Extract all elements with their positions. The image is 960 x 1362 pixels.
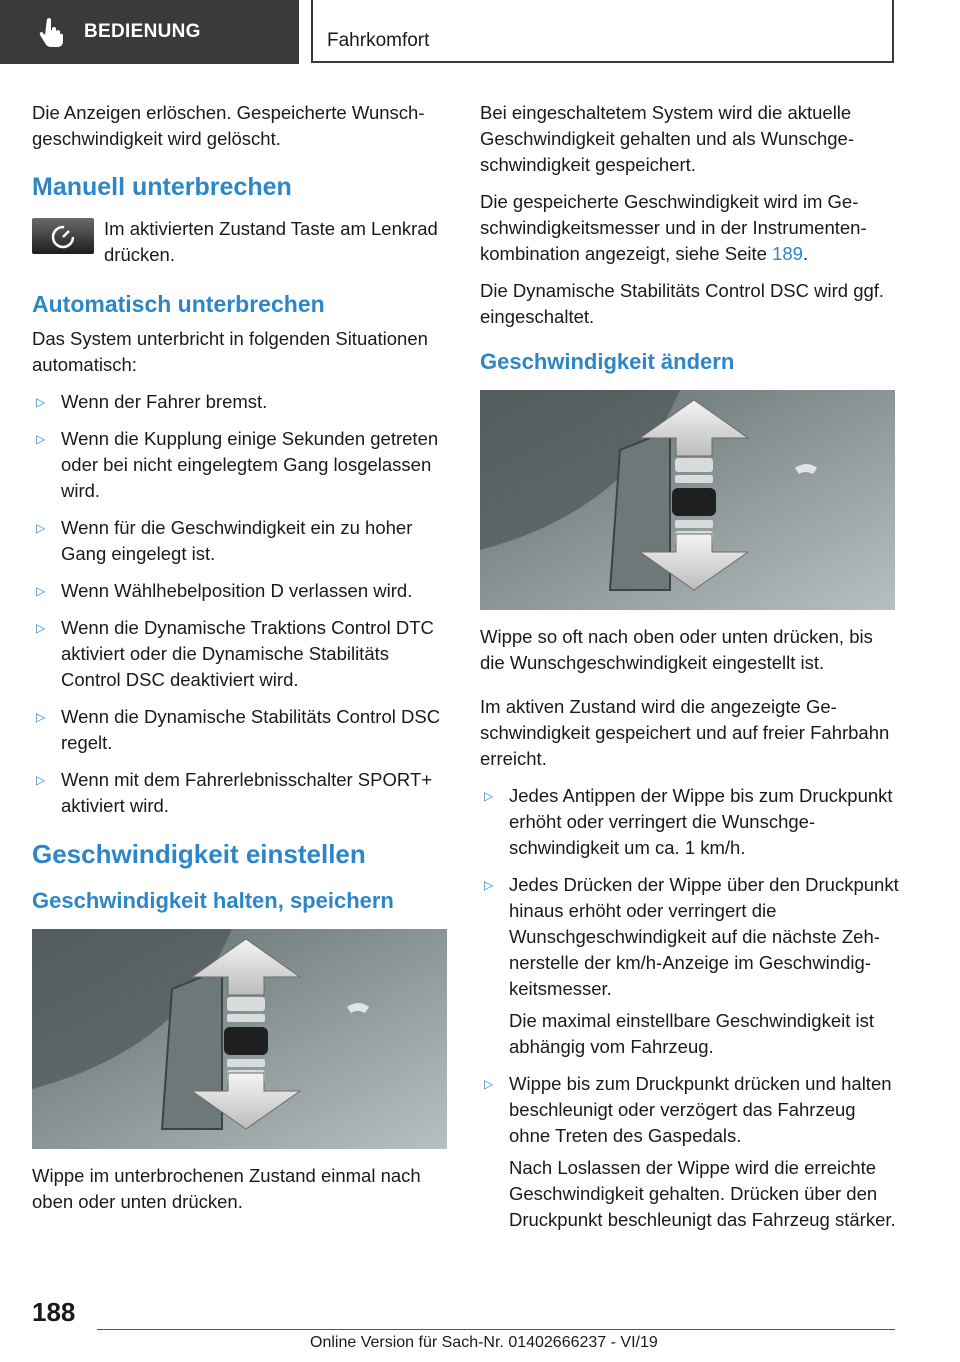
list-item: ▷ Wenn mit dem Fahrerlebnisschalter SPORT+ aktiviert wird. <box>36 769 433 816</box>
list-item: ▷ Wenn die Dynamische Stabilitäts Control DSC regelt. <box>36 706 441 753</box>
change-list-2 <box>480 1071 900 1149</box>
paragraph-1: Bei eingeschaltetem System wird die aktuelle Geschwindigkeit gehalten und als Wunschgeschwindigkeit gespeichert. <box>480 102 855 175</box>
page-number: 188 <box>32 1297 76 1327</box>
paragraph-2: Die gespeicherte Geschwindigkeit wird im Geschwindigkeitsmesser und in der Instrumentenkombination angezeigt, siehe Seite 189. <box>480 191 867 264</box>
footer-text: Online Version für Sach-Nr. 01402666237 - VI/19 <box>310 1334 658 1351</box>
steering-wheel-rocker-image <box>480 390 895 610</box>
section-title: BEDIENUNG <box>84 21 201 42</box>
paragraph-4: Im aktiven Zustand wird die angezeigte Geschwindigkeit gespeichert und auf freier Fahrbahn erreicht. <box>480 696 890 769</box>
left-column <box>32 100 450 1226</box>
intro-paragraph: Die Anzeigen erlöschen. Gespeicherte Wunschgeschwindigkeit wird gelöscht. <box>32 102 425 149</box>
triangle-right-icon: ▷ <box>36 584 46 598</box>
list-item: ▷ Wenn Wählhebelposition D verlassen wird. <box>32 578 450 604</box>
heading-manual: Manuell unterbrechen <box>32 173 292 201</box>
triangle-right-icon: ▷ <box>36 621 46 635</box>
heading-hold-speed: Geschwindigkeit halten, speichern <box>32 888 394 913</box>
manual-instruction <box>32 216 450 268</box>
list-item: ▷ Wenn der Fahrer bremst. <box>32 389 450 415</box>
list-item: ▷ Wenn die Dynamische Traktions Control DTC aktiviert oder die Dynamische Stabilitäts Control DSC deaktiviert wird. <box>36 617 434 690</box>
triangle-right-icon: ▷ <box>36 432 46 446</box>
cruise-control-button-icon <box>32 218 94 254</box>
triangle-right-icon: ▷ <box>484 789 494 803</box>
triangle-right-icon: ▷ <box>36 395 46 409</box>
triangle-right-icon: ▷ <box>484 878 494 892</box>
list-item: ▷ Wenn die Kupplung einige Sekunden getreten oder bei nicht eingelegtem Gang losgelassen wird. <box>36 428 439 501</box>
heading-change-speed: Geschwindigkeit ändern <box>480 349 735 374</box>
list-item-note: Nach Loslassen der Wippe wird die erreichte Geschwindigkeit gehalten. Drücken über den Druckpunkt beschleunigt das Fahrzeug stärker. <box>509 1157 896 1230</box>
page-link[interactable]: 189 <box>772 243 803 264</box>
list-item: ▷ Jedes Antippen der Wippe bis zum Druckpunkt erhöht oder verringert die Wunschgeschwindigkeit um ca. 1 km/h. <box>484 785 893 858</box>
auto-intro: Das System unterbricht in folgenden Situationen automatisch: <box>32 328 428 375</box>
triangle-right-icon: ▷ <box>484 1077 494 1091</box>
section-tab <box>0 0 299 64</box>
triangle-right-icon: ▷ <box>36 710 46 724</box>
triangle-right-icon: ▷ <box>36 521 46 535</box>
change-caption: Wippe so oft nach oben oder unten drücken, bis die Wunschgeschwindigkeit eingestellt ist. <box>480 626 873 673</box>
list-item-note: Die maximal einstellbare Geschwindigkeit ist abhängig vom Fahrzeug. <box>509 1010 875 1057</box>
heading-auto: Automatisch unterbrechen <box>32 291 325 317</box>
heading-set-speed: Geschwindigkeit einstellen <box>32 839 366 869</box>
hold-caption: Wippe im unterbrochenen Zustand einmal nach oben oder unten drücken. <box>32 1165 421 1212</box>
change-list <box>480 783 900 1002</box>
list-item: ▷ Wippe bis zum Druckpunkt drücken und halten beschleunigt oder verzögert das Fahrzeug ohne Treten des Gaspedals. <box>484 1073 892 1146</box>
paragraph-3: Die Dynamische Stabilitäts Control DSC wird ggf. eingeschaltet. <box>480 280 885 327</box>
chapter-tab <box>311 0 894 63</box>
list-item: ▷ Jedes Drücken der Wippe über den Druckpunkt hinaus erhöht oder verringert die Wunschgeschwindigkeit auf die nächste Zehnerstelle der km/h-Anzeige im Geschwindigkeitsmesser. <box>484 874 899 999</box>
right-column <box>480 100 900 1244</box>
triangle-right-icon: ▷ <box>36 773 46 787</box>
pointing-hand-icon <box>38 17 64 47</box>
footer-divider <box>97 1329 895 1330</box>
list-item: ▷ Wenn für die Geschwindigkeit ein zu hoher Gang eingelegt ist. <box>36 517 413 564</box>
chapter-title: Fahrkomfort <box>327 30 430 51</box>
auto-list <box>32 389 450 819</box>
steering-wheel-rocker-image <box>32 929 447 1149</box>
manual-text: Im aktivierten Zustand Taste am Lenkrad drücken. <box>104 218 438 265</box>
